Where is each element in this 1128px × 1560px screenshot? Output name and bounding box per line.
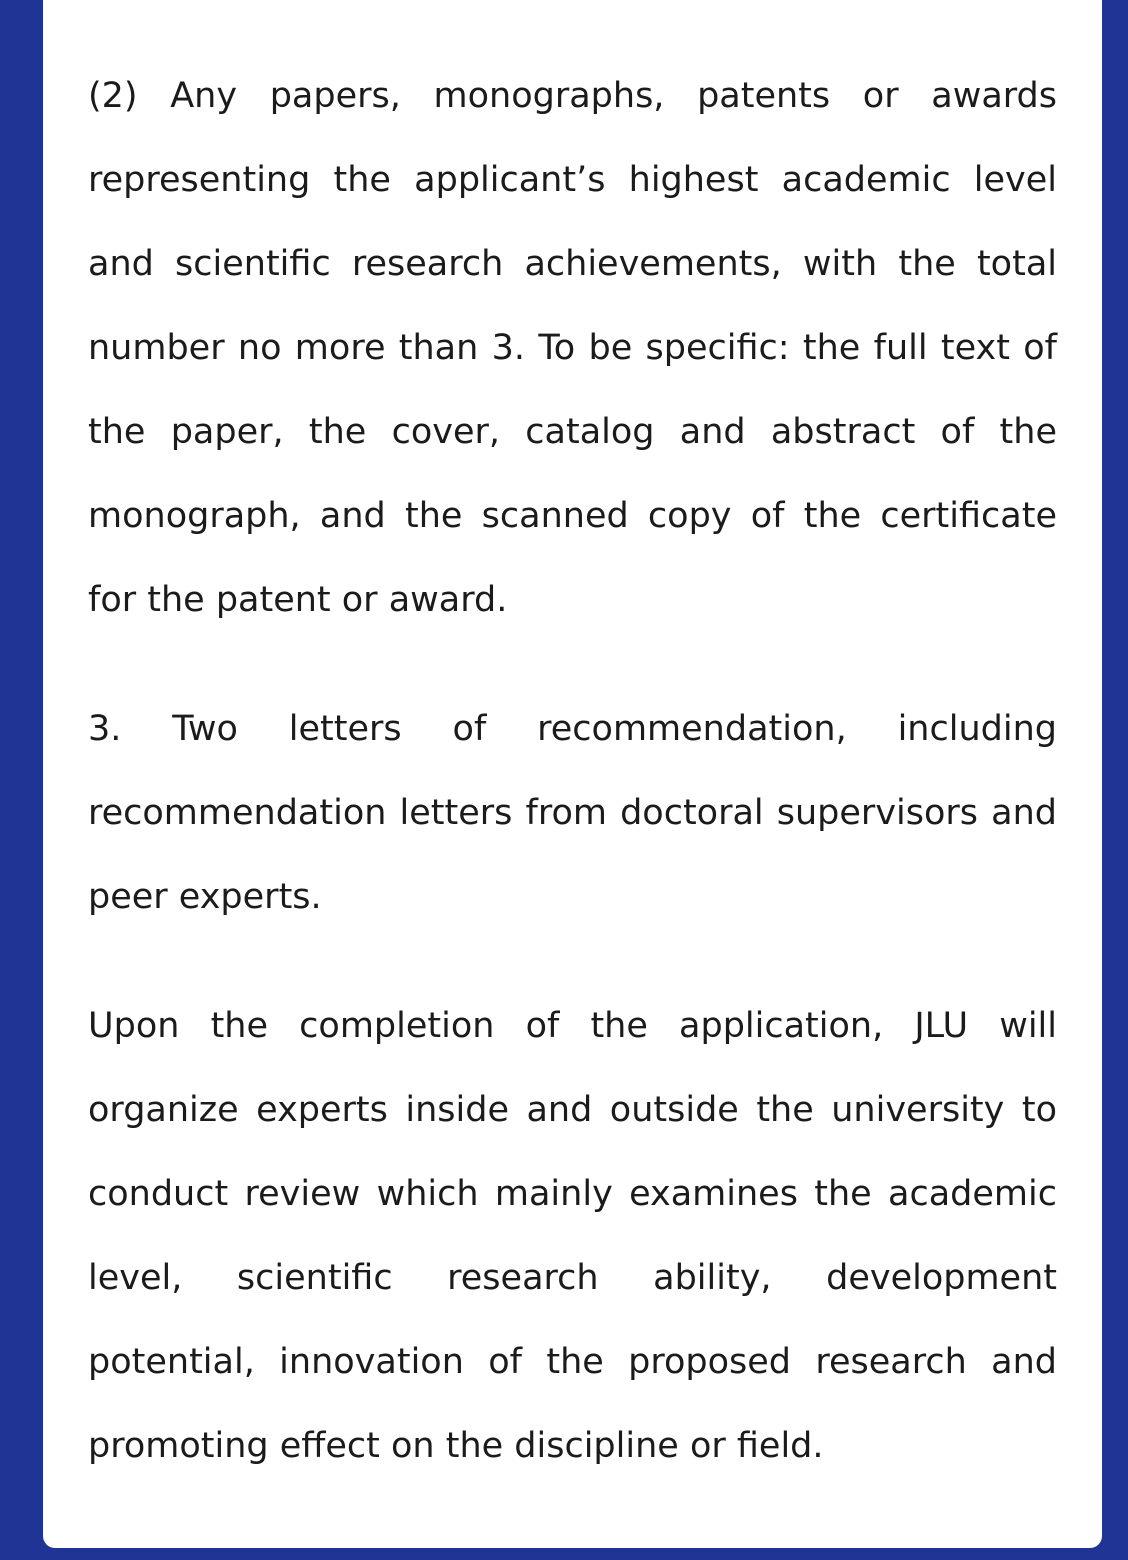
- paragraph-submission-materials: (2) Any papers, monographs, patents or awards representing the applicant’s highest academic level and scientific research achievements, with the total number no more than 3. To be specific: the full text of the paper, the cover, catalog and abstract of the monograph, and the scanned copy of the certificate for the patent or award.: [88, 76, 1057, 620]
- article-body: [88, 54, 1057, 1533]
- paragraph-recommendation-letters: 3. Two letters of recommendation, including recommendation letters from doctoral supervisors and peer experts.: [88, 709, 1057, 917]
- paragraph-review-process: Upon the completion of the application, JLU will organize experts inside and outside the university to conduct review which mainly examines the academic level, scientific research ability, development potential, innovation of the proposed research and promoting effect on the discipline or field.: [88, 1006, 1057, 1466]
- content-card: [43, 0, 1102, 1548]
